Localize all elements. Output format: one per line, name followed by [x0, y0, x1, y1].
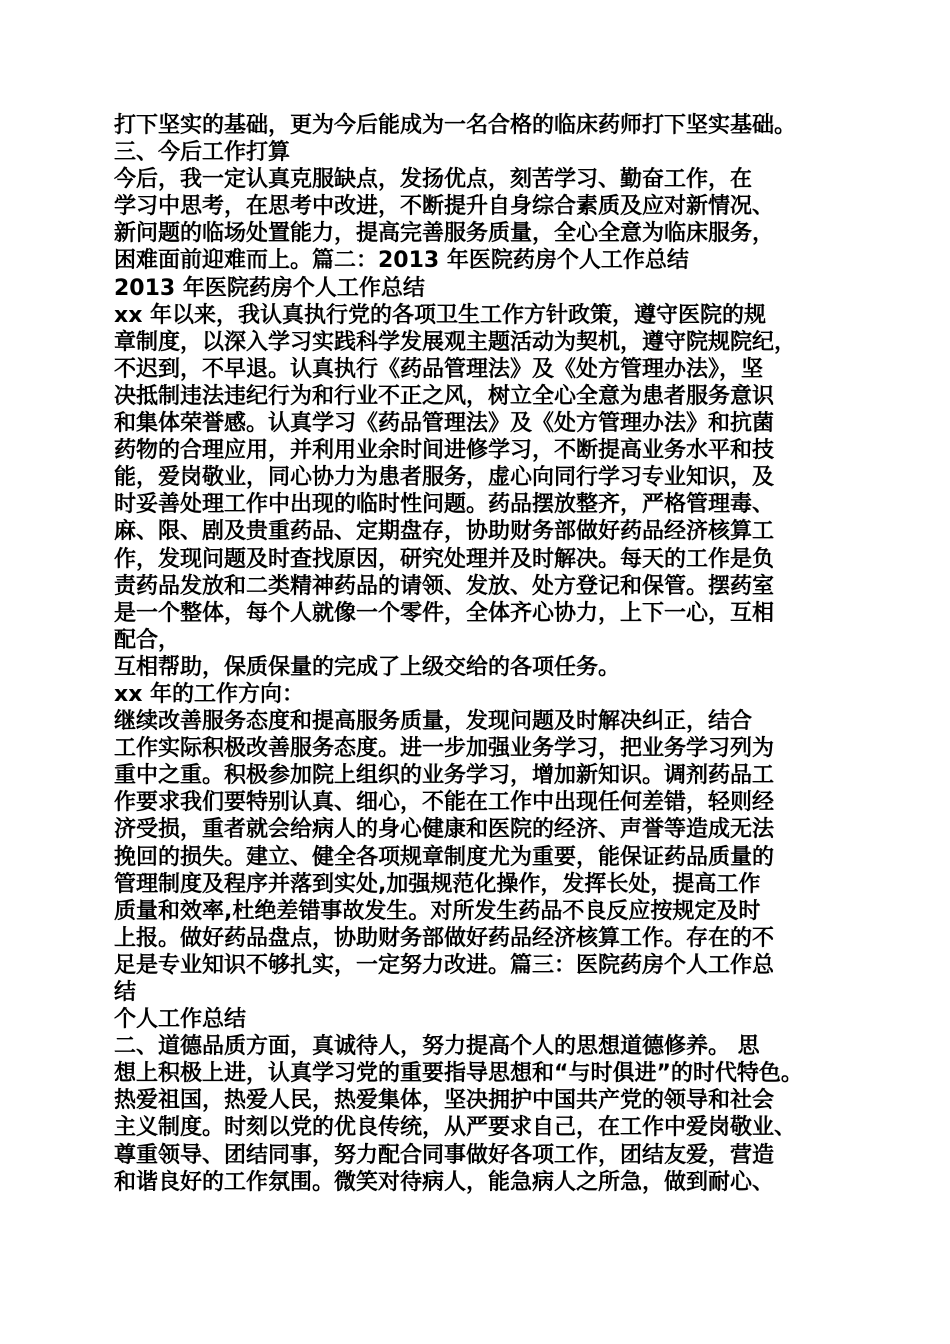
text-line: 配合，	[114, 627, 181, 653]
text-line: xx 年以来，我认真执行党的各项卫生工作方针政策，遵守医院的规	[114, 302, 767, 328]
text-line: 热爱祖国，热爱人民，热爱集体，坚决拥护中国共产党的领导和社会	[114, 1088, 775, 1114]
text-line: xx 年的工作方向：	[114, 681, 305, 707]
text-line: 不迟到，不早退。认真执行《药品管理法》及《处方管理办法》，坚	[114, 356, 764, 382]
text-line: 学习中思考，在思考中改进，不断提升自身综合素质及应对新情况、	[114, 194, 775, 220]
text-line: 今后，我一定认真克服缺点，发扬优点，刻苦学习、勤奋工作，在	[114, 167, 753, 193]
text-line: 2013 年医院药房个人工作总结	[114, 275, 425, 301]
text-line: 打下坚实的基础，更为今后能成为一名合格的临床药师打下坚实基础。	[114, 113, 797, 138]
text-line: 足是专业知识不够扎实，一定努力改进。篇三：医院药房个人工作总	[114, 952, 775, 978]
text-line: 是一个整体，每个人就像一个零件，全体齐心协力，上下一心，互相	[114, 600, 775, 626]
text-line: 济受损，重者就会给病人的身心健康和医院的经济、声誉等造成无法	[114, 817, 775, 843]
text-line: 新问题的临场处置能力，提高完善服务质量，全心全意为临床服务，	[114, 221, 775, 247]
text-line: 麻、限、剧及贵重药品、定期盘存，协助财务部做好药品经济核算工	[114, 519, 775, 545]
text-line: 重中之重。积极参加院上组织的业务学习，增加新知识。调剂药品工	[114, 763, 775, 789]
text-line: 工作实际积极改善服务态度。进一步加强业务学习，把业务学习列为	[114, 736, 775, 762]
text-line: 尊重领导、团结同事，努力配合同事做好各项工作，团结友爱，营造	[114, 1142, 775, 1168]
text-line: 困难面前迎难而上。篇二：2013 年医院药房个人工作总结	[114, 248, 689, 274]
text-line: 个人工作总结	[114, 1007, 247, 1033]
text-line: 能，爱岗敬业，同心协力为患者服务，虚心向同行学习专业知识，及	[114, 465, 775, 491]
text-line: 作要求我们要特别认真、细心，不能在工作中出现任何差错，轻则经	[114, 790, 775, 816]
text-line: 想上积极上进，认真学习党的重要指导思想和“与时俱进”的时代特色。	[114, 1061, 803, 1087]
text-line: 继续改善服务态度和提高服务质量，发现问题及时解决纠正，结合	[114, 709, 753, 735]
text-line: 主义制度。时刻以党的优良传统，从严要求自己，在工作中爱岗敬业、	[114, 1115, 797, 1141]
text-line: 上报。做好药品盘点，协助财务部做好药品经济核算工作。存在的不	[114, 925, 775, 951]
text-line: 责药品发放和二类精神药品的请领、发放、处方登记和保管。摆药室	[114, 573, 775, 599]
text-line: 和谐良好的工作氛围。微笑对待病人，能急病人之所急，做到耐心、	[114, 1169, 775, 1195]
text-line: 二、道德品质方面，真诚待人，努力提高个人的思想道德修养。 思	[114, 1034, 760, 1060]
text-line: 挽回的损失。建立、健全各项规章制度尤为重要，能保证药品质量的	[114, 844, 775, 870]
text-line: 时妥善处理工作中出现的临时性问题。药品摆放整齐，严格管理毒、	[114, 492, 775, 518]
text-line: 互相帮助，保质保量的完成了上级交给的各项任务。	[114, 654, 621, 680]
text-line: 质量和效率,杜绝差错事故发生。对所发生药品不良反应按规定及时	[114, 898, 761, 924]
document-body-text	[114, 112, 854, 1196]
text-line: 药物的合理应用，并利用业余时间进修学习，不断提高业务水平和技	[114, 438, 775, 464]
text-line: 管理制度及程序并落到实处,加强规范化操作，发挥长处，提高工作	[114, 871, 761, 897]
text-line: 结	[114, 980, 137, 1005]
text-line: 三、今后工作打算	[114, 140, 291, 166]
text-line: 作，发现问题及时查找原因，研究处理并及时解决。每天的工作是负	[114, 546, 775, 572]
text-line: 决抵制违法违纪行为和行业不正之风，树立全心全意为患者服务意识	[114, 383, 775, 409]
text-line: 和集体荣誉感。认真学习《药品管理法》及《处方管理办法》和抗菌	[114, 411, 775, 437]
text-line: 章制度，以深入学习实践科学发展观主题活动为契机，遵守院规院纪，	[114, 329, 797, 355]
